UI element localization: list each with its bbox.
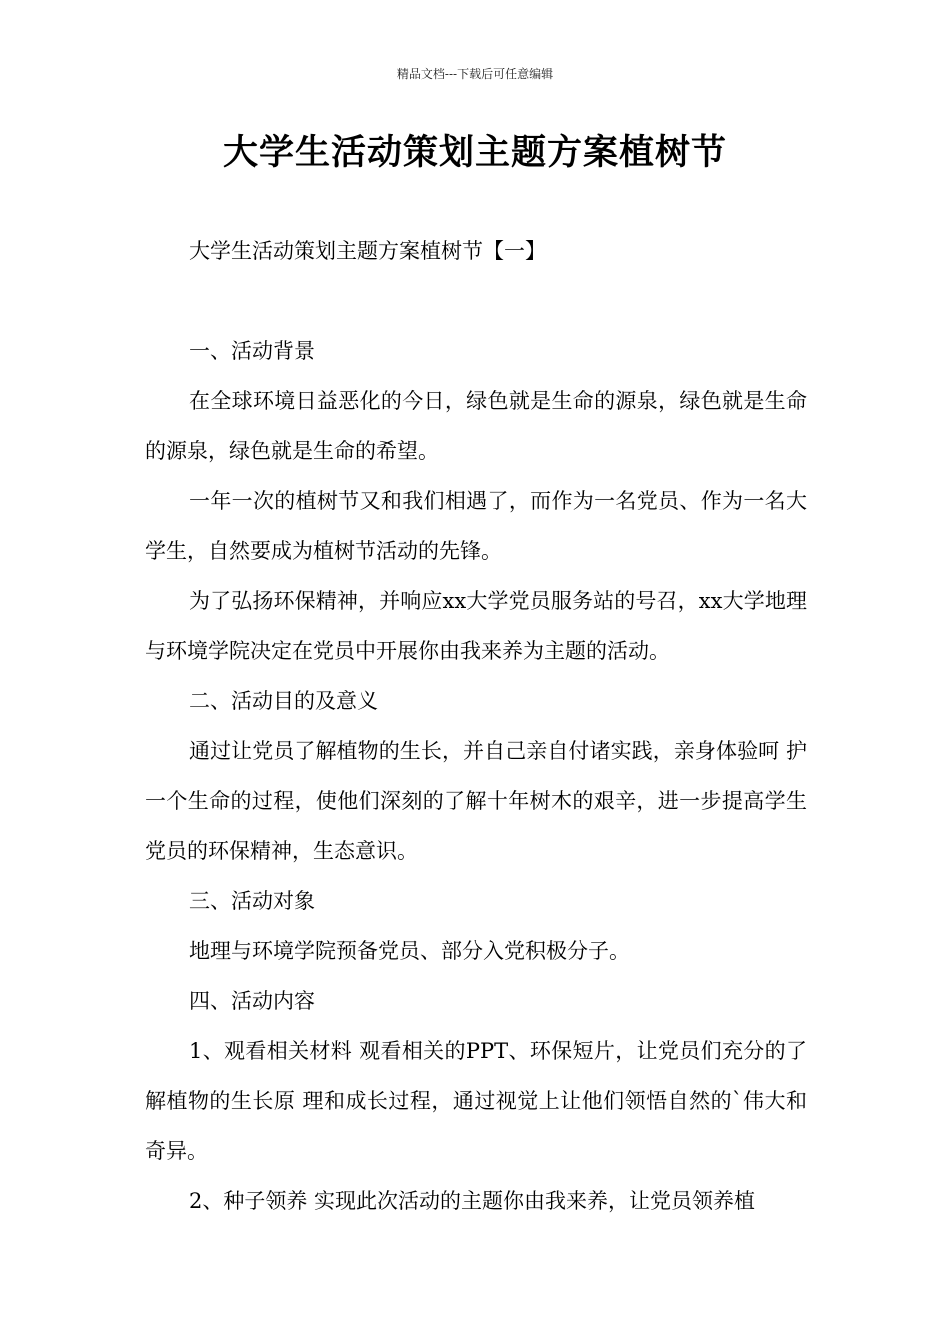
section-heading-purpose: 二、活动目的及意义 — [189, 689, 378, 713]
paragraph: 在全球环境日益恶化的今日，绿色就是生命的源泉，绿色就是生命的源泉，绿色就是生命的希望。 — [145, 389, 807, 463]
header-note: 精品文档---下载后可任意编辑 — [396, 67, 554, 81]
document-title: 大学生活动策划主题方案植树节 — [222, 133, 727, 173]
section-subtitle: 大学生活动策划主题方案植树节【一】 — [189, 239, 546, 263]
paragraph: 1、观看相关材料 观看相关的PPT、环保短片，让党员们充分的了解植物的生长原 理和成长过程，通过视觉上让他们领悟自然的`伟大和奇异。 — [145, 1039, 807, 1163]
paragraph: 通过让党员了解植物的生长，并自己亲自付诸实践，亲身体验呵 护一个生命的过程，使他们深刻的了解十年树木的艰辛，进一步提高学生党员的环保精神，生态意识。 — [145, 739, 807, 863]
paragraph: 地理与环境学院预备党员、部分入党积极分子。 — [189, 939, 630, 963]
section-heading-audience: 三、活动对象 — [189, 889, 315, 913]
section-heading-content: 四、活动内容 — [189, 989, 315, 1013]
paragraph: 一年一次的植树节又和我们相遇了，而作为一名党员、作为一名大学生，自然要成为植树节活动的先锋。 — [145, 489, 807, 563]
section-heading-background: 一、活动背景 — [189, 339, 315, 363]
document-body — [145, 226, 807, 1226]
paragraph: 2、种子领养 实现此次活动的主题你由我来养，让党员领养植 — [189, 1189, 756, 1213]
paragraph: 为了弘扬环保精神，并响应xx大学党员服务站的号召，xx大学地理与环境学院决定在党员中开展你由我来养为主题的活动。 — [145, 589, 807, 663]
